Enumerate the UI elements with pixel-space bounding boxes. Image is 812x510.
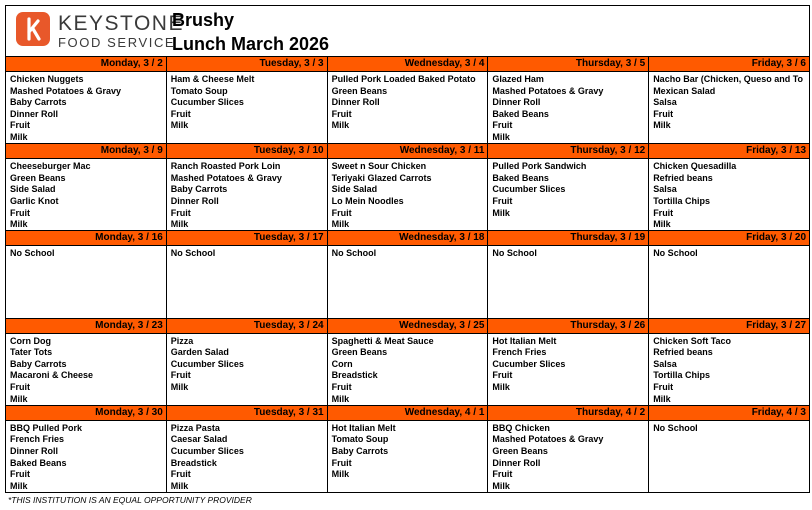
day-cell — [167, 406, 328, 493]
menu-item: Tomato Soup — [170, 85, 228, 96]
menu-item: Chicken Quesadilla — [653, 161, 737, 172]
menu-item-list — [488, 246, 648, 260]
day-cell — [328, 231, 489, 318]
menu-item: Hot Italian Melt — [331, 422, 396, 433]
day-header: Tuesday, 3 / 31 — [167, 406, 327, 421]
menu-item: Milk — [170, 381, 189, 392]
menu-item: Tortilla Chips — [653, 370, 711, 381]
menu-item: Milk — [10, 219, 28, 230]
day-header: Thursday, 3 / 19 — [488, 231, 648, 246]
menu-item-list — [6, 334, 166, 406]
day-header: Wednesday, 4 / 1 — [328, 406, 488, 421]
menu-item-list — [167, 246, 327, 260]
menu-item: Tater Tots — [10, 347, 53, 358]
menu-item: Caesar Salad — [170, 434, 228, 445]
day-cell — [649, 406, 810, 493]
menu-item: Hot Italian Melt — [492, 335, 557, 346]
menu-item-list — [649, 159, 809, 231]
day-header: Friday, 3 / 6 — [649, 57, 809, 72]
day-cell — [328, 406, 489, 493]
menu-item-list — [6, 159, 166, 231]
day-cell — [488, 231, 649, 318]
menu-item-list — [167, 334, 327, 394]
menu-item: Fruit — [170, 207, 191, 218]
menu-item: Spaghetti & Meat Sauce — [331, 335, 434, 346]
menu-title: Lunch March 2026 — [172, 34, 330, 54]
menu-item: Baked Beans — [10, 457, 67, 468]
menu-item: Fruit — [170, 469, 191, 480]
day-header: Friday, 3 / 27 — [649, 319, 809, 334]
menu-item: Macaroni & Cheese — [10, 370, 94, 381]
menu-item: Pizza — [170, 335, 194, 346]
menu-item: Garlic Knot — [10, 195, 59, 206]
menu-item: No School — [331, 248, 377, 259]
menu-item: Cucumber Slices — [492, 184, 566, 195]
menu-item: Milk — [653, 120, 671, 131]
day-cell — [6, 57, 167, 144]
menu-item: Milk — [653, 219, 671, 230]
menu-item: Lo Mein Noodles — [331, 195, 404, 206]
menu-item: Milk — [331, 120, 350, 131]
menu-item: Sweet n Sour Chicken — [331, 161, 427, 172]
menu-item: Baby Carrots — [10, 97, 67, 108]
menu-item: Milk — [653, 393, 671, 404]
school-name: Brushy — [172, 10, 235, 30]
menu-item: Mashed Potatoes & Gravy — [492, 85, 604, 96]
menu-item-list — [488, 334, 648, 394]
day-cell — [328, 57, 489, 144]
menu-item: Milk — [492, 131, 510, 142]
day-header: Wednesday, 3 / 25 — [328, 319, 488, 334]
day-header: Friday, 3 / 20 — [649, 231, 809, 246]
menu-item: Fruit — [331, 207, 352, 218]
menu-item: Fruit — [492, 120, 513, 131]
menu-item: Dinner Roll — [331, 97, 380, 108]
menu-item: Tortilla Chips — [653, 195, 711, 206]
menu-item: Green Beans — [10, 172, 66, 183]
menu-item: Milk — [492, 480, 510, 491]
footer-note: *THIS INSTITUTION IS AN EQUAL OPPORTUNITY PROVIDER — [8, 495, 252, 505]
menu-item: Fruit — [10, 469, 30, 480]
day-header: Thursday, 3 / 12 — [488, 144, 648, 159]
day-header: Monday, 3 / 23 — [6, 319, 166, 334]
menu-header — [5, 5, 810, 57]
menu-item-list — [649, 72, 809, 132]
menu-item: Salsa — [653, 97, 677, 108]
day-header: Tuesday, 3 / 17 — [167, 231, 327, 246]
menu-item: Side Salad — [10, 184, 56, 195]
menu-item: Fruit — [170, 370, 191, 381]
day-cell — [167, 144, 328, 231]
menu-item: No School — [653, 422, 698, 433]
menu-item-list — [328, 159, 488, 231]
menu-item-list — [649, 246, 809, 260]
menu-item: Fruit — [331, 381, 352, 392]
menu-item: Fruit — [331, 457, 352, 468]
menu-item: Salsa — [653, 184, 677, 195]
menu-item: Milk — [331, 469, 350, 480]
menu-item: Dinner Roll — [492, 457, 541, 468]
menu-item: No School — [10, 248, 55, 259]
menu-item: Milk — [10, 480, 28, 491]
menu-item-list — [328, 72, 488, 132]
day-header: Wednesday, 3 / 18 — [328, 231, 488, 246]
day-header: Thursday, 3 / 26 — [488, 319, 648, 334]
menu-item: Green Beans — [331, 85, 388, 96]
menu-item: Milk — [170, 120, 189, 131]
menu-item: Fruit — [492, 469, 513, 480]
day-header: Tuesday, 3 / 3 — [167, 57, 327, 72]
menu-item: Garden Salad — [170, 347, 229, 358]
menu-item: Corn Dog — [10, 335, 51, 346]
menu-item: Cheeseburger Mac — [10, 161, 91, 172]
menu-item-list — [6, 72, 166, 144]
day-cell — [488, 319, 649, 406]
menu-item: Green Beans — [492, 445, 548, 456]
menu-item: Green Beans — [331, 347, 388, 358]
menu-item: Milk — [331, 219, 350, 230]
day-header: Monday, 3 / 16 — [6, 231, 166, 246]
day-cell — [6, 231, 167, 318]
menu-item: Baked Beans — [492, 108, 549, 119]
menu-item: Dinner Roll — [10, 108, 59, 119]
menu-item: French Fries — [492, 347, 547, 358]
menu-item: Fruit — [492, 370, 513, 381]
menu-item-list — [488, 421, 648, 493]
menu-item: BBQ Pulled Pork — [10, 422, 83, 433]
menu-item: Breadstick — [331, 370, 378, 381]
day-cell — [167, 57, 328, 144]
menu-item: Tomato Soup — [331, 434, 389, 445]
day-header: Friday, 3 / 13 — [649, 144, 809, 159]
menu-calendar-grid — [5, 57, 810, 493]
menu-item: Milk — [331, 393, 350, 404]
menu-item: Milk — [10, 393, 28, 404]
menu-item: Fruit — [653, 207, 674, 218]
menu-item: Milk — [492, 381, 510, 392]
day-cell — [6, 319, 167, 406]
menu-item-list — [328, 246, 488, 260]
menu-item: Breadstick — [170, 457, 217, 468]
menu-item: Fruit — [653, 108, 674, 119]
menu-item: Fruit — [10, 120, 30, 131]
menu-item: Baby Carrots — [170, 184, 228, 195]
menu-item: Milk — [170, 219, 189, 230]
menu-item-list — [167, 72, 327, 132]
menu-item: Milk — [10, 131, 28, 142]
day-cell — [488, 57, 649, 144]
day-cell — [6, 406, 167, 493]
menu-item: Corn — [331, 358, 353, 369]
menu-item-list — [6, 246, 166, 260]
menu-item: Chicken Nuggets — [10, 74, 84, 84]
menu-item: Pizza Pasta — [170, 422, 220, 433]
menu-item-list — [649, 421, 809, 435]
menu-item: Baby Carrots — [331, 445, 389, 456]
menu-item: BBQ Chicken — [492, 422, 550, 433]
logo-name: KEYSTONE — [58, 12, 184, 35]
menu-item: Refried beans — [653, 347, 713, 358]
day-header: Tuesday, 3 / 24 — [167, 319, 327, 334]
day-header: Thursday, 4 / 2 — [488, 406, 648, 421]
menu-item-list — [167, 159, 327, 231]
menu-item: Mashed Potatoes & Gravy — [10, 85, 122, 96]
menu-item: Milk — [170, 480, 189, 491]
menu-item: Mashed Potatoes & Gravy — [492, 434, 604, 445]
menu-item: Fruit — [10, 207, 30, 218]
day-header: Wednesday, 3 / 11 — [328, 144, 488, 159]
menu-item-list — [167, 421, 327, 493]
menu-item: Fruit — [170, 108, 191, 119]
menu-item-list — [488, 159, 648, 219]
menu-item: Refried beans — [653, 172, 713, 183]
day-header: Monday, 3 / 9 — [6, 144, 166, 159]
menu-item: Side Salad — [331, 184, 378, 195]
menu-item: Glazed Ham — [492, 74, 544, 84]
menu-item: Teriyaki Glazed Carrots — [331, 172, 432, 183]
menu-item: Ham & Cheese Melt — [170, 74, 255, 84]
day-cell — [649, 319, 810, 406]
day-cell — [649, 144, 810, 231]
menu-item: Fruit — [10, 381, 30, 392]
menu-item: Pulled Pork Loaded Baked Potato — [331, 74, 476, 84]
menu-item-list — [488, 72, 648, 144]
day-cell — [649, 231, 810, 318]
menu-item: Milk — [492, 207, 510, 218]
menu-item: Mashed Potatoes & Gravy — [170, 172, 282, 183]
logo-tagline: FOOD SERVICE — [58, 35, 176, 50]
day-header: Monday, 3 / 2 — [6, 57, 166, 72]
menu-item: Ranch Roasted Pork Loin — [170, 161, 281, 172]
menu-item: Salsa — [653, 358, 677, 369]
day-cell — [328, 144, 489, 231]
menu-item: Mexican Salad — [653, 85, 716, 96]
menu-item: Chicken Soft Taco — [653, 335, 732, 346]
day-cell — [488, 144, 649, 231]
menu-item: Fruit — [331, 108, 352, 119]
k-logo-icon — [16, 12, 50, 46]
menu-item: No School — [170, 248, 216, 259]
menu-item: Cucumber Slices — [170, 445, 244, 456]
day-cell — [649, 57, 810, 144]
day-cell — [328, 319, 489, 406]
menu-item: Fruit — [492, 195, 513, 206]
menu-item: Pulled Pork Sandwich — [492, 161, 587, 172]
menu-item-list — [649, 334, 809, 406]
day-cell — [167, 319, 328, 406]
menu-item: French Fries — [10, 434, 65, 445]
day-cell — [6, 144, 167, 231]
menu-item: Fruit — [653, 381, 674, 392]
menu-item: Dinner Roll — [10, 445, 59, 456]
menu-item-list — [6, 421, 166, 493]
menu-item: Dinner Roll — [170, 195, 219, 206]
menu-item: No School — [492, 248, 537, 259]
day-header: Thursday, 3 / 5 — [488, 57, 648, 72]
menu-item-list — [328, 421, 488, 481]
menu-item: Baby Carrots — [10, 358, 67, 369]
menu-item-list — [328, 334, 488, 406]
day-cell — [488, 406, 649, 493]
day-cell — [167, 231, 328, 318]
day-header: Friday, 4 / 3 — [649, 406, 809, 421]
day-header: Monday, 3 / 30 — [6, 406, 166, 421]
menu-item: Cucumber Slices — [170, 358, 244, 369]
menu-item: Cucumber Slices — [170, 97, 244, 108]
menu-item: Nacho Bar (Chicken, Queso and To — [653, 74, 804, 84]
menu-item: No School — [653, 248, 698, 259]
day-header: Wednesday, 3 / 4 — [328, 57, 488, 72]
menu-item: Dinner Roll — [492, 97, 541, 108]
menu-item: Cucumber Slices — [492, 358, 566, 369]
day-header: Tuesday, 3 / 10 — [167, 144, 327, 159]
menu-item: Baked Beans — [492, 172, 549, 183]
